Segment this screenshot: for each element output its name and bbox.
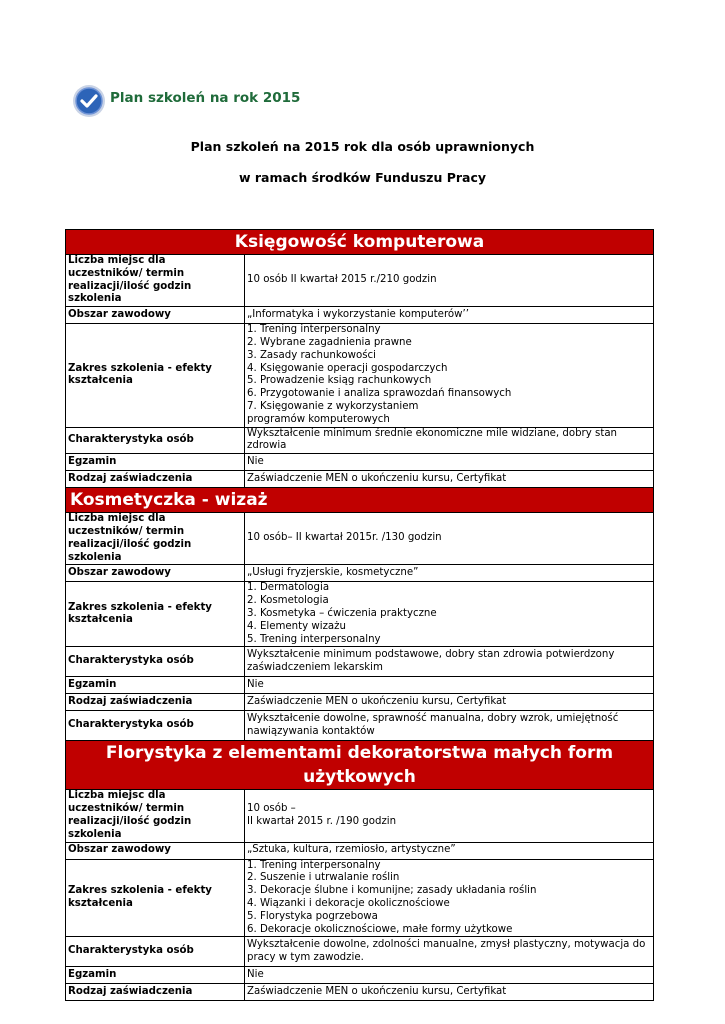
list-item: 2. Wybrane zagadnienia prawne [247, 336, 412, 348]
row-label: Egzamin [66, 454, 245, 471]
row-label: Rodzaj zaświadczenia [66, 984, 245, 1001]
list-item: 7. Księgowanie z wykorzystaniem programów komputerowych [247, 400, 419, 425]
row-value [245, 582, 654, 647]
row-value: Nie [245, 967, 654, 984]
row-value: Nie [245, 677, 654, 694]
table-row [66, 471, 654, 488]
table-row [66, 677, 654, 694]
row-label: Liczba miejsc dla uczestników/ termin realizacji/ilość godzin szkolenia [66, 513, 245, 565]
row-value [245, 859, 654, 937]
row-label: Egzamin [66, 967, 245, 984]
row-label: Liczba miejsc dla uczestników/ termin realizacji/ilość godzin szkolenia [66, 255, 245, 307]
section-header [66, 230, 654, 255]
list-item: 3. Dekoracje ślubne i komunijne; zasady układania roślin [247, 885, 537, 897]
list-item: 3. Kosmetyka – ćwiczenia praktyczne [247, 607, 437, 619]
table-row [66, 790, 654, 842]
list-item: 4. Księgowanie operacji gospodarczych [247, 362, 448, 374]
row-label: Zakres szkolenia - efekty kształcenia [66, 582, 245, 647]
table-row [66, 255, 654, 307]
table-row [66, 859, 654, 937]
table-row [66, 967, 654, 984]
row-label: Charakterystyka osób [66, 711, 245, 741]
list-item: 4. Elementy wizażu [247, 620, 346, 632]
page-title: Plan szkoleń na 2015 rok dla osób uprawnionych [190, 139, 535, 154]
table-row [66, 427, 654, 454]
list-item: 6. Przygotowanie i analiza sprawozdań finansowych [247, 388, 512, 400]
page-subtitle: w ramach środków Funduszu Pracy [238, 170, 487, 185]
row-value: Wykształcenie minimum średnie ekonomiczne mile widziane, dobry stan zdrowia [245, 427, 654, 454]
table-row [66, 984, 654, 1001]
table-row [66, 513, 654, 565]
row-value: 10 osób II kwartał 2015 r./210 godzin [245, 255, 654, 307]
table-row [66, 307, 654, 324]
row-label: Rodzaj zaświadczenia [66, 471, 245, 488]
table-row [66, 694, 654, 711]
row-value: Zaświadczenie MEN o ukończeniu kursu, Certyfikat [245, 471, 654, 488]
list-item: 2. Suszenie i utrwalanie roślin [247, 872, 400, 884]
list-item: 1. Trening interpersonalny [247, 859, 381, 871]
places-value-line: II kwartał 2015 r. /190 godzin [247, 815, 397, 827]
row-label: Zakres szkolenia - efekty kształcenia [66, 859, 245, 937]
table-row [66, 454, 654, 471]
row-label: Charakterystyka osób [66, 647, 245, 677]
list-item: 2. Kosmetologia [247, 595, 329, 607]
row-label: Charakterystyka osób [66, 427, 245, 454]
section-title: Księgowość komputerowa [234, 232, 485, 252]
checkmark-badge-icon [72, 84, 106, 118]
table-row [66, 711, 654, 741]
table-row [66, 647, 654, 677]
section-title: Florystyka z elementami dekoratorstwa małych form użytkowych [105, 743, 614, 788]
row-value: „Usługi fryzjerskie, kosmetyczne” [245, 565, 654, 582]
row-label: Obszar zawodowy [66, 307, 245, 324]
row-value: Zaświadczenie MEN o ukończeniu kursu, Certyfikat [245, 984, 654, 1001]
row-value: „Sztuka, kultura, rzemiosło, artystyczne” [245, 842, 654, 859]
list-item: 1. Trening interpersonalny [247, 324, 381, 336]
row-value: Zaświadczenie MEN o ukończeniu kursu, Certyfikat [245, 694, 654, 711]
row-label: Obszar zawodowy [66, 565, 245, 582]
list-item: 5. Trening interpersonalny [247, 633, 381, 645]
row-label: Zakres szkolenia - efekty kształcenia [66, 324, 245, 427]
section-header [66, 741, 654, 790]
brand-title: Plan szkoleń na rok 2015 [110, 90, 301, 106]
row-value: 10 osób– II kwartał 2015r. /130 godzin [245, 513, 654, 565]
list-item: 3. Zasady rachunkowości [247, 349, 376, 361]
row-label: Liczba miejsc dla uczestników/ termin realizacji/ilość godzin szkolenia [66, 790, 245, 842]
row-value [245, 324, 654, 427]
table-row [66, 937, 654, 967]
row-value: Wykształcenie dowolne, zdolności manualne, zmysł plastyczny, motywacja do pracy w tym zawodzie. [245, 937, 654, 967]
section-header [66, 488, 654, 513]
row-value: Nie [245, 454, 654, 471]
places-value-line: 10 osób – [247, 803, 296, 815]
table-row [66, 842, 654, 859]
row-label: Charakterystyka osób [66, 937, 245, 967]
list-item: 5. Florystyka pogrzebowa [247, 910, 378, 922]
table-row [66, 565, 654, 582]
list-item: 5. Prowadzenie ksiąg rachunkowych [247, 375, 432, 387]
list-item: 4. Wiązanki i dekoracje okolicznościowe [247, 897, 450, 909]
list-item: 6. Dekoracje okolicznościowe, małe formy użytkowe [247, 923, 513, 935]
section-title: Kosmetyczka - wizaż [70, 490, 268, 511]
row-value: Wykształcenie dowolne, sprawność manualna, dobry wzrok, umiejętność nawiązywania kontaktów [245, 711, 654, 741]
table-row [66, 324, 654, 427]
table-row [66, 582, 654, 647]
row-label: Obszar zawodowy [66, 842, 245, 859]
row-label: Egzamin [66, 677, 245, 694]
training-plan-table [65, 229, 654, 1001]
row-value: Wykształcenie minimum podstawowe, dobry stan zdrowia potwierdzony zaświadczeniem lekarskim [245, 647, 654, 677]
row-label: Rodzaj zaświadczenia [66, 694, 245, 711]
row-value: „Informatyka i wykorzystanie komputerów’’ [245, 307, 654, 324]
row-value [245, 790, 654, 842]
list-item: 1. Dermatologia [247, 582, 330, 594]
